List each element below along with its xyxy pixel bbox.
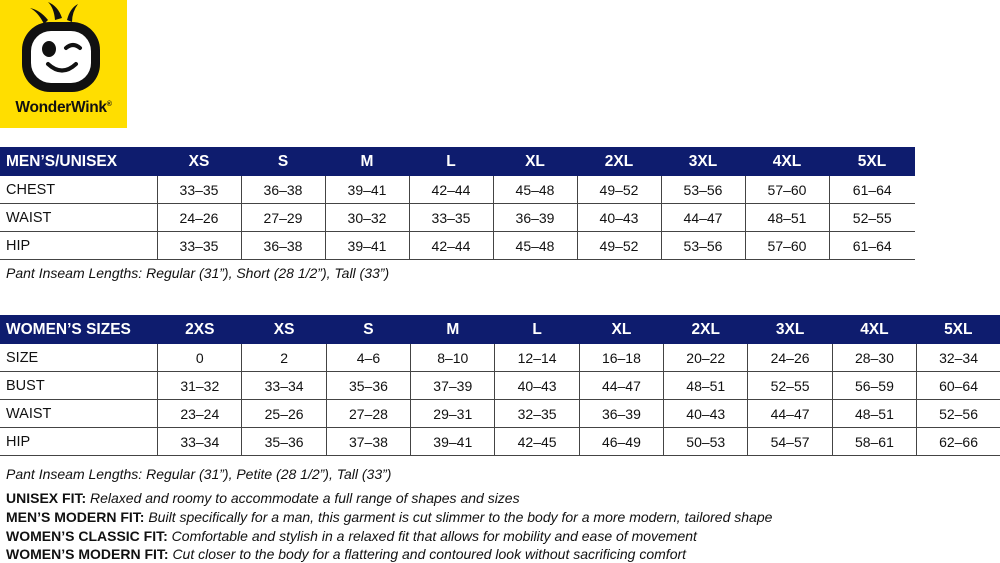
table-cell: 33–35 (157, 176, 241, 204)
table-cell: 35–36 (326, 372, 410, 400)
mens-header-label: MEN’S/UNISEX (0, 147, 157, 176)
table-cell: 29–31 (411, 400, 495, 428)
row-label: HIP (0, 428, 158, 456)
table-cell: 48–51 (832, 400, 916, 428)
womens-inseam-note: Pant Inseam Lengths: Regular (31”), Petite (28 1/2”), Tall (33”) (6, 466, 392, 482)
table-cell: 44–47 (748, 400, 832, 428)
table-cell: 44–47 (579, 372, 663, 400)
fit-line (6, 489, 520, 507)
womens-header-size: 2XL (664, 315, 748, 344)
womens-header-size: 2XS (158, 315, 242, 344)
fit-title: WOMEN’S MODERN FIT: (6, 546, 169, 562)
table-row (0, 176, 915, 204)
table-cell: 56–59 (832, 372, 916, 400)
womens-header-size: 3XL (748, 315, 832, 344)
table-cell: 31–32 (158, 372, 242, 400)
womens-header-size: S (326, 315, 410, 344)
table-cell: 61–64 (829, 176, 915, 204)
mens-header-size: 5XL (829, 147, 915, 176)
mens-header-size: 2XL (577, 147, 661, 176)
table-cell: 25–26 (242, 400, 326, 428)
table-cell: 61–64 (829, 232, 915, 260)
womens-header-size: XS (242, 315, 326, 344)
table-cell: 33–35 (157, 232, 241, 260)
mens-header-size: 3XL (661, 147, 745, 176)
table-cell: 16–18 (579, 344, 663, 372)
table-cell: 53–56 (661, 232, 745, 260)
table-cell: 53–56 (661, 176, 745, 204)
table-cell: 24–26 (157, 204, 241, 232)
fit-description: Comfortable and stylish in a relaxed fit that allows for mobility and ease of movement (171, 528, 697, 544)
table-cell: 57–60 (745, 176, 829, 204)
table-row (0, 400, 1000, 428)
table-cell: 24–26 (748, 344, 832, 372)
table-row (0, 428, 1000, 456)
table-cell: 36–39 (493, 204, 577, 232)
mens-header-size: M (325, 147, 409, 176)
table-cell: 32–34 (917, 344, 1000, 372)
table-cell: 40–43 (495, 372, 579, 400)
table-cell: 39–41 (325, 232, 409, 260)
table-cell: 32–35 (495, 400, 579, 428)
table-cell: 37–39 (411, 372, 495, 400)
table-cell: 45–48 (493, 232, 577, 260)
table-cell: 42–45 (495, 428, 579, 456)
table-cell: 52–55 (829, 204, 915, 232)
fit-description: Relaxed and roomy to accommodate a full range of shapes and sizes (90, 490, 520, 506)
table-cell: 37–38 (326, 428, 410, 456)
table-cell: 46–49 (579, 428, 663, 456)
brand-name: WonderWink® (15, 99, 112, 116)
table-row (0, 232, 915, 260)
fit-title: WOMEN’S CLASSIC FIT: (6, 528, 168, 544)
table-row (0, 204, 915, 232)
table-cell: 36–38 (241, 176, 325, 204)
table-cell: 8–10 (411, 344, 495, 372)
table-cell: 12–14 (495, 344, 579, 372)
table-cell: 23–24 (158, 400, 242, 428)
table-cell: 49–52 (577, 176, 661, 204)
table-cell: 33–35 (409, 204, 493, 232)
table-cell: 45–48 (493, 176, 577, 204)
womens-header-size: XL (579, 315, 663, 344)
table-cell: 62–66 (917, 428, 1000, 456)
table-cell: 27–28 (326, 400, 410, 428)
womens-header-size: L (495, 315, 579, 344)
womens-header-label: WOMEN’S SIZES (0, 315, 158, 344)
table-cell: 36–39 (579, 400, 663, 428)
womens-header-size: M (411, 315, 495, 344)
fit-line (6, 508, 772, 526)
table-cell: 4–6 (326, 344, 410, 372)
table-cell: 0 (158, 344, 242, 372)
table-cell: 30–32 (325, 204, 409, 232)
table-cell: 49–52 (577, 232, 661, 260)
table-cell: 58–61 (832, 428, 916, 456)
table-cell: 33–34 (158, 428, 242, 456)
fit-title: MEN’S MODERN FIT: (6, 509, 145, 525)
table-cell: 40–43 (577, 204, 661, 232)
table-cell: 27–29 (241, 204, 325, 232)
row-label: BUST (0, 372, 158, 400)
row-label: WAIST (0, 204, 157, 232)
table-cell: 44–47 (661, 204, 745, 232)
table-cell: 60–64 (917, 372, 1000, 400)
table-cell: 48–51 (664, 372, 748, 400)
table-row (0, 344, 1000, 372)
row-label: CHEST (0, 176, 157, 204)
womens-header-size: 5XL (917, 315, 1000, 344)
table-cell: 36–38 (241, 232, 325, 260)
table-cell: 2 (242, 344, 326, 372)
table-cell: 42–44 (409, 232, 493, 260)
mens-header-size: S (241, 147, 325, 176)
womens-header-size: 4XL (832, 315, 916, 344)
table-cell: 57–60 (745, 232, 829, 260)
wonderwink-logo (0, 0, 127, 128)
table-cell: 52–56 (917, 400, 1000, 428)
table-cell: 48–51 (745, 204, 829, 232)
fit-description: Cut closer to the body for a flattering and contoured look without sacrificing comfort (172, 546, 687, 562)
table-cell: 35–36 (242, 428, 326, 456)
fit-description: Built specifically for a man, this garment is cut slimmer to the body for a more modern, tailored shape (148, 509, 773, 525)
womens-size-table (0, 315, 1000, 456)
table-cell: 54–57 (748, 428, 832, 456)
table-cell: 52–55 (748, 372, 832, 400)
fit-line (6, 545, 686, 563)
mens-header-size: XL (493, 147, 577, 176)
mens-size-table (0, 147, 915, 260)
fit-title: UNISEX FIT: (6, 490, 87, 506)
mens-header-size: XS (157, 147, 241, 176)
table-cell: 42–44 (409, 176, 493, 204)
row-label: HIP (0, 232, 157, 260)
row-label: WAIST (0, 400, 158, 428)
mens-header-size: 4XL (745, 147, 829, 176)
table-cell: 39–41 (411, 428, 495, 456)
fit-line (6, 527, 697, 545)
table-cell: 33–34 (242, 372, 326, 400)
table-cell: 28–30 (832, 344, 916, 372)
mens-inseam-note: Pant Inseam Lengths: Regular (31”), Short (28 1/2”), Tall (33”) (6, 265, 390, 281)
mens-header-size: L (409, 147, 493, 176)
row-label: SIZE (0, 344, 158, 372)
womens-header-row (0, 315, 1000, 344)
mens-header-row (0, 147, 915, 176)
table-cell: 50–53 (664, 428, 748, 456)
table-cell: 40–43 (664, 400, 748, 428)
table-cell: 39–41 (325, 176, 409, 204)
table-cell: 20–22 (664, 344, 748, 372)
table-row (0, 372, 1000, 400)
